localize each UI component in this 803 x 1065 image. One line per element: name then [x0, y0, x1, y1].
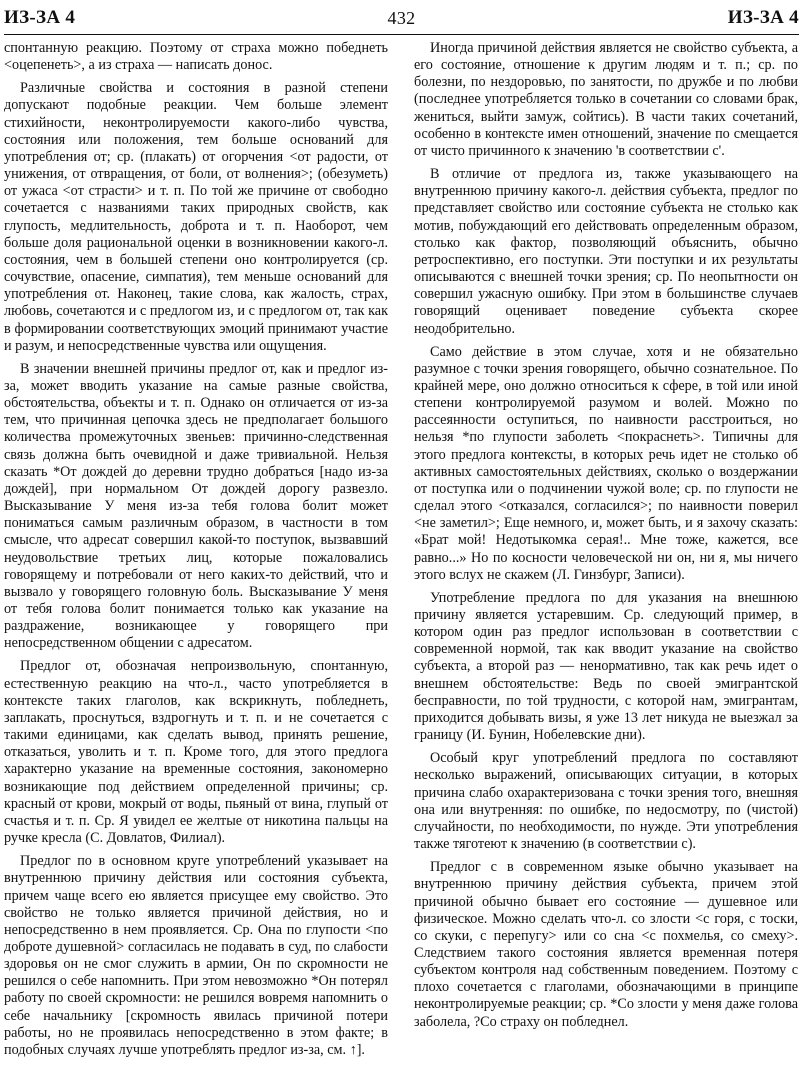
header-left-entry: ИЗ-ЗА 4	[4, 7, 76, 28]
paragraph: Предлог по в основном круге употреблений указывает на внутреннюю причину действия или состояния субъекта, причем чаще всего ею является присущее ему свойство. Это свойство не только является причиной действия, но и непосредственно в нем проявляется. Ср. Она по глупости <по доброте душевной> согласилась не подавать в суд, по слабости здоровья он не смог служить в армии, Он по скромности не решился о себе напомнить. При этом невозможно *Он потерял работу по своей скромности: не решился вовремя напомнить о себе начальнику [скромность явилась причиной потери работы, но не проявилась непосредственно в этом факте; в подобных случаях лучше употреблять предлог из-за, см. ↑].	[4, 853, 388, 1058]
header-rule	[4, 34, 799, 35]
paragraph: Предлог от, обозначая непроизвольную, спонтанную, естественную реакцию на что-л., часто употребляется в контексте таких глаголов, как вскрикнуть, побледнеть, заплакать, проснуться, вздрогнуть и т. п. и не сочетается с такими единицами, как сделать вывод, принять решение, отказаться, уволить и т. п. Кроме того, для этого предлога характерно указание на временные состояния, закономерно возникающие под действием определенной причины; ср. красный от крови, мокрый от воды, пьяный от вина, глупый от счастья и т. п. Ср. Я увидел ее желтые от никотина пальцы на ручке кресла (С. Довлатов, Филиал).	[4, 658, 388, 847]
paragraph: Особый круг употреблений предлога по составляют несколько выражений, описывающих ситуации, в которых причина слабо охарактеризована с точки зрения того, внешняя она или внутренняя: по ошибке, по недосмотру, по (чистой) случайности, по необходимости, по нужде. Эти употребления также тяготеют к значению (в соответствии с).	[414, 750, 798, 853]
paragraph: Иногда причиной действия является не свойство субъекта, а его состояние, отношение к другим людям и т. п.; ср. по болезни, по нездоровью, по занятости, по дружбе и по любви (последнее употребляется только в сочетании со словами брак, жениться, выйти замуж, сойтись). В части таких сочетаний, особенно в контексте имен отношений, значение по смещается от чисто причинного к значению 'в соответствии с'.	[414, 40, 798, 159]
paragraph: Употребление предлога по для указания на внешнюю причину является устаревшим. Ср. следующий пример, в котором один раз предлог использован в соответствии с современной нормой, так как вводит указание на свойство субъекта, а второй раз — ненормативно, так как речь идет о внешнем обстоятельстве: Ведь по своей эмигрантской бесправности, по той трудности, с которой нам, эмигрантам, приходится добывать визы, я уже 13 лет никуда не выезжал за границу (И. Бунин, Нобелевские дни).	[414, 589, 798, 744]
paragraph: Различные свойства и состояния в разной степени допускают подобные реакции. Чем больше элемент стихийности, неконтролируемости какого-либо чувства, состояния или положения, тем больше оснований для употребления от; ср. (плакать) от огорчения <от радости, от унижения, от отвращения, от боли, от волнения>; (обезуметь) от ужаса <от страсти> и т. п. По той же причине от свободно сочетается с названиями таких природных свойств, как глупость, медлительность, доброта и т. п. Наоборот, чем больше доля рациональной оценки в возникновении какого-л. состояния, чем в большей степени оно контролируется (ср. сочувствие, опасение, симпатия), тем меньше оснований для употребления от. Наконец, такие слова, как жалость, страх, любовь, сочетаются и с предлогом из, и с предлогом от, так как в формировании соответствующих эмоций принимают участие и разум, и непосредственные чувства или ощущения.	[4, 80, 388, 354]
paragraph: В отличие от предлога из, также указывающего на внутреннюю причину какого-л. действия субъекта, предлог по представляет свойство или состояние субъекта не столько как мотив, побуждающий его действовать определенным образом, столько как фактор, позволяющий объяснить, обычно ретроспективно, его поступки. Эти поступки и их результаты описываются с внешней точки зрения; ср. По неопытности он совершил ужасную ошибку. При этом в большинстве случаев говорящий оценивает поведение субъекта скорее неодобрительно.	[414, 166, 798, 337]
paragraph: спонтанную реакцию. Поэтому от страха можно победнеть <оцепенеть>, а из страха — написать донос.	[4, 40, 388, 74]
paragraph: Предлог с в современном языке обычно указывает на внутреннюю причину действия субъекта, причем этой причиной обычно бывает его состояние — душевное или физическое. Можно сделать что-л. со злости <с горя, с тоски, со скуки, с перепугу> или со сна <с похмелья, со смеху>. Следствием такого состояния является временная потеря субъектом контроля над собственным поведением. Поэтому с плохо сочетается с глаголами, обозначающими в принципе неконтролируемые реакции; ср. *Со злости у меня даже голова заболела, ?Со страху он побледнел.	[414, 859, 798, 1030]
page-number: 432	[387, 8, 416, 28]
header-right-entry: ИЗ-ЗА 4	[727, 7, 799, 28]
left-column	[4, 40, 388, 1065]
paragraph: Само действие в этом случае, хотя и не обязательно разумное с точки зрения говорящего, обычно сознательное. По крайней мере, оно должно относиться к сфере, в той или иной степени контролируемой разумом и волей. Можно по рассеянности оступиться, по наивности расстроиться, но нельзя *по глупости заболеть <покраснеть>. Типичны для этого предлога контексты, в которых речь идет не столько об активных самостоятельных действиях, сколько о воздержании от поступка или о подчинении чужой воле; ср. по глупости не сделал этого <отказался, согласился>; по наивности поверил <не заметил>; Еще немного, и, может быть, и я захочу сказать: «Брат мой! Недотыкомка серая!.. Мне тоже, кажется, все равно...» Но по косности человеческой ни он, ни я, мы ничего этого вслух не скажем (Л. Гинзбург, Записи).	[414, 343, 798, 583]
right-column	[414, 40, 798, 1037]
paragraph: В значении внешней причины предлог от, как и предлог из-за, может вводить указание на самые разные свойства, обстоятельства, объекты и т. п. Однако он отличается от из-за тем, что причинная цепочка здесь не предполагает большого количества промежуточных звеньев: причинно-следственная связь должна быть очевидной и даже тривиальной. Нельзя сказать *От дождей до деревни трудно добраться [надо из-за дождей], при нормальном От дождей дорогу развезло. Высказывание У меня из-за тебя голова болит может пониматься самым различным образом, в частности в том смысле, что адресат совершил какой-то поступок, вызвавший неудовольствие третьих лиц, которые пожаловались говорящему и потребовали от него каких-то действий, что и вызвало у говорящего головную боль. Высказывание У меня от тебя голова болит понимается только как указание на раздражение, возникающее у говорящего при непосредственном общении с адресатом.	[4, 360, 388, 652]
